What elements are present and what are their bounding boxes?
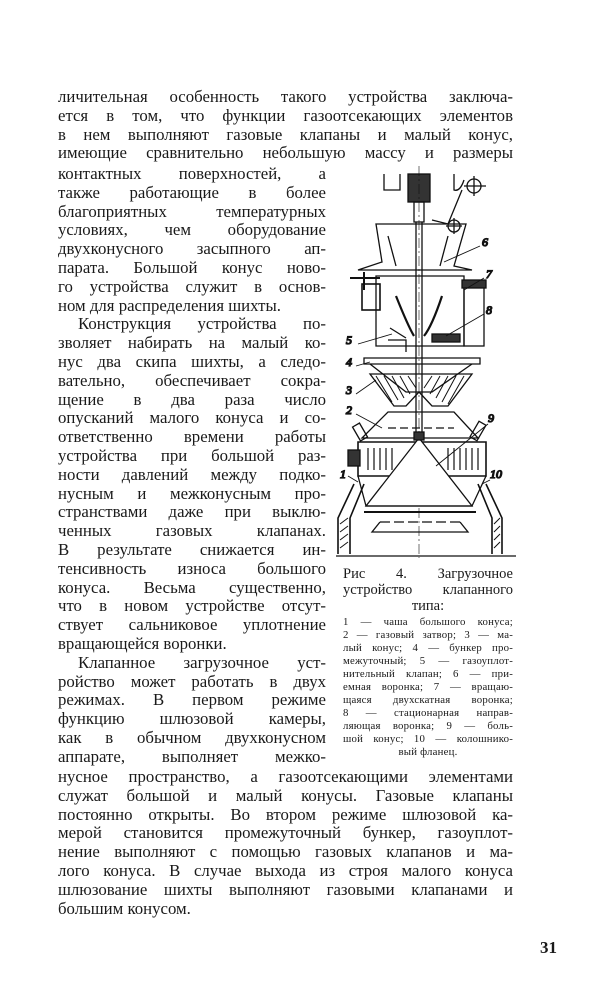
- legend-line: 8 — стационарная направ-: [343, 707, 513, 719]
- figure-label-3: 3: [346, 383, 352, 397]
- skip-left: [384, 174, 400, 190]
- text-line: го устройства служит в основ-: [58, 276, 326, 296]
- legend-line: 2 — газовый затвор; 3 — ма-: [343, 629, 513, 641]
- text-line: мерой становится промежуточный бункер, газоуплот-: [58, 823, 513, 843]
- text-line: конуса. Весьма существенно,: [58, 577, 326, 597]
- caption-title-line: Рис 4. Загрузочное: [343, 566, 513, 582]
- figure-legend: [343, 616, 513, 759]
- text-line: тенсивность износа большого: [58, 558, 326, 578]
- text-line: ствует сальниковое уплотнение: [58, 615, 326, 635]
- text-line: что в новом устройстве отсут-: [58, 596, 326, 616]
- text-line: постоянно открыты. Во втором режиме шлюзовой ка-: [58, 804, 513, 824]
- legend-line: щаяся двухскатная воронка;: [343, 694, 513, 706]
- text-line: нусное пространство, а газоотсекающими элементами: [58, 767, 513, 786]
- legend-line: ляющая воронка; 9 — боль-: [343, 720, 513, 732]
- text-line: режимах. В первом режиме: [58, 690, 326, 710]
- figure-caption: [343, 566, 513, 759]
- figure-label-6: 6: [482, 235, 488, 249]
- text-line: ченных газовых клапанах.: [58, 521, 326, 541]
- text-line: щение в два раза число: [58, 389, 326, 409]
- body-text-bottom: [58, 768, 513, 918]
- text-line: личительная особенность такого устройства заключа-: [58, 87, 513, 106]
- body-text-top: [58, 88, 513, 163]
- text-line: шлюзование шихты выполняют газовыми клапанами и: [58, 879, 513, 899]
- text-line: контактных поверхностей, а: [58, 164, 326, 183]
- text-line: ности давлений между подко-: [58, 464, 326, 484]
- text-line: имеющие сравнительно небольшую массу и размеры: [58, 143, 513, 163]
- figure-label-10: 10: [490, 467, 502, 481]
- text-line: ется в том, что функции газоотсекающих элементов: [58, 105, 513, 125]
- body-text-narrow-column: [58, 165, 326, 767]
- text-line: устройства при большой раз-: [58, 445, 326, 465]
- text-line: условиях, чем оборудование: [58, 220, 326, 240]
- legend-line: межуточный; 5 — газоуплот-: [343, 655, 513, 667]
- text-line: Конструкция устройства по-: [78, 314, 326, 334]
- text-line: двухконусного засыпного ап-: [58, 239, 326, 259]
- legend-line: шой конус; 10 — колошнико-: [343, 733, 513, 745]
- text-line: нение выполняют с помощью газовых клапанов и ма-: [58, 842, 513, 862]
- text-line: в нем выполняют газовые клапаны и малый конус,: [58, 124, 513, 144]
- legend-line: 1 — чаша большого конуса;: [343, 616, 513, 628]
- text-line: Клапанное загрузочное уст-: [78, 652, 326, 672]
- figure-label-7: 7: [486, 267, 492, 281]
- text-line: зволяет набирать на малый ко-: [58, 333, 326, 353]
- text-line: опусканий малого конуса и со-: [58, 408, 326, 428]
- figure-label-4: 4: [346, 355, 352, 369]
- page-number: 31: [540, 938, 557, 957]
- text-line: странствами даже при выклю-: [58, 502, 326, 522]
- figure-label-8: 8: [486, 303, 492, 317]
- text-line: парата. Большой конус ново-: [58, 257, 326, 277]
- legend-line: вый фланец.: [398, 746, 458, 758]
- legend-line: нительный клапан; 6 — при-: [343, 668, 513, 680]
- text-line: В результате снижается ин-: [58, 539, 326, 559]
- text-line: ройство может работать в двух: [58, 671, 326, 691]
- caption-title-line: типа:: [411, 598, 445, 614]
- figure-label-5: 5: [346, 333, 352, 347]
- text-line: также работающие в более: [58, 182, 326, 202]
- text-line: как в обычном двухконусном: [58, 727, 326, 747]
- legend-line: емная воронка; 7 — вращаю-: [343, 681, 513, 693]
- legend-line: лый конус; 4 — бункер про-: [343, 642, 513, 654]
- figure-loading-device-diagram: [336, 166, 520, 558]
- text-line: аппарате, выполняет межко-: [58, 746, 326, 766]
- figure-label-9: 9: [488, 411, 494, 425]
- text-line: функцию шлюзовой камеры,: [58, 709, 326, 729]
- text-line: вательно, обеспечивает сокра-: [58, 370, 326, 390]
- text-line: большим конусом.: [58, 898, 191, 918]
- skip-right: [454, 174, 464, 190]
- text-line: нусным и межконусным про-: [58, 483, 326, 503]
- text-line: служат большой и малый конусы. Газовые клапаны: [58, 785, 513, 805]
- caption-title-line: устройство клапанного: [343, 582, 513, 598]
- text-line: нус два скипа шихты, а следо-: [58, 351, 326, 371]
- text-line: благоприятных температурных: [58, 201, 326, 221]
- figure-label-1: 1: [340, 467, 346, 481]
- text-line: вращающейся воронки.: [58, 633, 227, 653]
- text-line: лого конуса. В случае выхода из строя малого конуса: [58, 860, 513, 880]
- figure-label-2: 2: [346, 403, 352, 417]
- text-line: ном для распределения шихты.: [58, 295, 281, 315]
- text-line: ответственно времени работы: [58, 427, 326, 447]
